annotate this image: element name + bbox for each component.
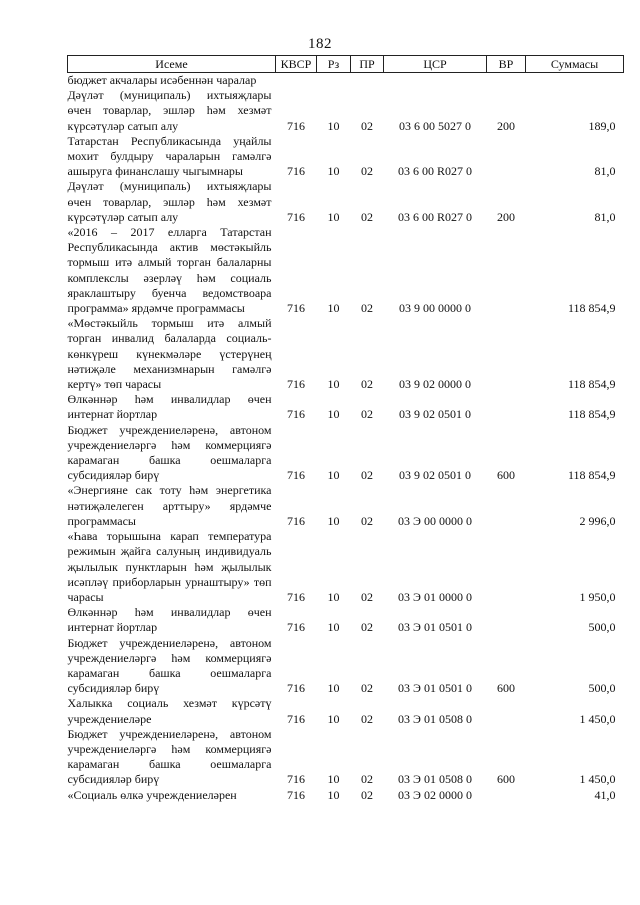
row-pr-cell <box>351 73 384 89</box>
row-name-cell: «2016 – 2017 елларга Татарстан Республикасында актив мөстәкыйль тормыш итә алмый торган балаларны комплекслы әзерләү һәм социаль яраклаштыру буенча ведомствоара программа» ярдәмче программасы <box>67 225 272 316</box>
column-header-csr: ЦСР <box>384 56 487 73</box>
table-row <box>68 423 624 484</box>
row-vr-cell: 200 <box>497 118 515 133</box>
row-csr-cell: 03 Э 01 0501 0 <box>398 620 472 635</box>
row-sum-cell: 1 450,0 <box>579 772 616 787</box>
table-row <box>68 73 624 89</box>
column-header-pr: ПР <box>351 56 384 73</box>
row-name-cell: «Энергияне сак тоту һәм энергетика нәтиҗәлелеген арттыру» ярдәмче программасы <box>67 483 272 528</box>
row-vr-cell <box>487 316 526 392</box>
row-sum-cell: 118 854,9 <box>567 377 616 392</box>
row-rz-cell: 10 <box>327 118 340 133</box>
row-pr-cell: 02 <box>361 407 373 422</box>
row-sum-cell: 118 854,9 <box>567 301 616 316</box>
row-pr-cell: 02 <box>361 468 373 483</box>
row-pr-cell: 02 <box>361 164 373 179</box>
row-vr-cell <box>487 696 526 726</box>
row-rz-cell: 10 <box>327 209 340 224</box>
row-vr-cell: 600 <box>497 772 515 787</box>
row-vr-cell <box>487 134 526 180</box>
row-csr-cell: 03 9 02 0000 0 <box>399 377 471 392</box>
row-name-cell: Дәүләт (муниципаль) ихтыяҗлары өчен товарлар, эшләр һәм хезмәт күрсәтүләр сатып алу <box>67 88 272 133</box>
column-header-kvsr: КВСР <box>276 56 317 73</box>
table-row <box>68 727 624 788</box>
row-vr-cell <box>487 605 526 635</box>
row-name-cell: Бюджет учреждениеләренә, автоном учреждениеләргә һәм коммерциягә карамаган башка оешмаларга субсидияләр бирү <box>67 422 272 483</box>
row-rz-cell: 10 <box>327 787 340 802</box>
row-kvsr-cell <box>276 73 317 89</box>
row-vr-cell: 600 <box>497 681 515 696</box>
table-body <box>68 73 624 803</box>
row-name-cell: «Һава торышына карап температура режимын җайга салуның индивидуаль җылылык пунктларын һәм җылылык исәпләү приборларын урнаштыру» төп чарасы <box>67 529 272 604</box>
row-pr-cell: 02 <box>361 301 373 316</box>
row-csr-cell: 03 Э 01 0508 0 <box>398 711 472 726</box>
row-csr-cell: 03 6 00 R027 0 <box>397 209 472 224</box>
table-row <box>68 788 624 803</box>
row-vr-cell <box>487 483 526 529</box>
row-pr-cell: 02 <box>361 589 373 604</box>
table-row <box>68 696 624 726</box>
row-rz-cell: 10 <box>327 681 340 696</box>
column-header-vr: ВР <box>487 56 526 73</box>
row-kvsr-cell: 716 <box>287 118 305 133</box>
row-kvsr-cell: 716 <box>287 787 305 802</box>
row-rz-cell: 10 <box>327 711 340 726</box>
row-rz-cell: 10 <box>327 772 340 787</box>
row-rz-cell: 10 <box>327 164 340 179</box>
row-sum-cell: 81,0 <box>594 209 616 224</box>
row-kvsr-cell: 716 <box>287 377 305 392</box>
row-sum-cell: 1 950,0 <box>579 589 616 604</box>
table-row <box>68 636 624 697</box>
row-name-cell: Өлкәннәр һәм инвалидлар өчен интернат йортлар <box>67 392 272 422</box>
row-name-cell: Дәүләт (муниципаль) ихтыяҗлары өчен товарлар, эшләр һәм хезмәт күрсәтүләр сатып алу <box>67 179 272 224</box>
row-csr-cell: 03 9 02 0501 0 <box>399 468 471 483</box>
table-row <box>68 392 624 422</box>
row-vr-cell <box>487 392 526 422</box>
row-name-cell: Татарстан Республикасында уңайлы мохит булдыру чараларын гамәлгә ашыруга финанслашу чыгымнары <box>67 133 272 179</box>
row-csr-cell: 03 9 02 0501 0 <box>399 407 471 422</box>
table-row <box>68 483 624 529</box>
table-row <box>68 316 624 392</box>
row-sum-cell: 189,0 <box>588 118 616 133</box>
row-rz-cell <box>317 73 351 89</box>
row-sum-cell: 500,0 <box>588 681 616 696</box>
table-row <box>68 179 624 225</box>
row-csr-cell: 03 Э 01 0508 0 <box>398 772 472 787</box>
row-vr-cell: 600 <box>497 468 515 483</box>
row-sum-cell: 500,0 <box>588 620 616 635</box>
row-name-cell: бюджет акчалары исәбеннән чаралар <box>67 73 257 87</box>
row-name-cell: Бюджет учреждениеләренә, автоном учреждениеләргә һәм коммерциягә карамаган башка оешмаларга субсидияләр бирү <box>67 726 272 787</box>
row-pr-cell: 02 <box>361 711 373 726</box>
row-kvsr-cell: 716 <box>287 620 305 635</box>
column-header-name: Исеме <box>68 56 276 73</box>
row-csr-cell: 03 6 00 R027 0 <box>397 164 472 179</box>
row-pr-cell: 02 <box>361 209 373 224</box>
row-csr-cell: 03 Э 01 0000 0 <box>398 589 472 604</box>
table-row <box>68 529 624 605</box>
row-kvsr-cell: 716 <box>287 589 305 604</box>
row-csr-cell: 03 Э 00 0000 0 <box>398 513 472 528</box>
column-header-sum: Суммасы <box>526 56 624 73</box>
row-pr-cell: 02 <box>361 118 373 133</box>
row-vr-cell: 200 <box>497 209 515 224</box>
row-rz-cell: 10 <box>327 407 340 422</box>
row-sum-cell: 2 996,0 <box>579 513 616 528</box>
row-pr-cell: 02 <box>361 513 373 528</box>
row-sum-cell: 118 854,9 <box>567 468 616 483</box>
row-kvsr-cell: 716 <box>287 164 305 179</box>
row-name-cell: Халыкка социаль хезмәт күрсәтү учреждениеләре <box>67 696 272 726</box>
page-number: 182 <box>308 36 332 52</box>
row-kvsr-cell: 716 <box>287 468 305 483</box>
row-vr-cell <box>487 788 526 803</box>
row-vr-cell <box>487 73 526 89</box>
row-vr-cell <box>487 529 526 605</box>
row-vr-cell <box>487 225 526 316</box>
row-rz-cell: 10 <box>327 620 340 635</box>
row-rz-cell: 10 <box>327 513 340 528</box>
row-csr-cell: 03 Э 01 0501 0 <box>398 681 472 696</box>
row-rz-cell: 10 <box>327 377 340 392</box>
row-kvsr-cell: 716 <box>287 711 305 726</box>
row-name-cell: «Мөстәкыйль тормыш итә алмый торган инвалид балаларда социаль-көнкүреш күнекмәләре үстерүнең нәтиҗәле механизмнарын гамәлгә кертү» төп чарасы <box>67 316 272 392</box>
row-sum-cell <box>526 73 624 89</box>
row-csr-cell: 03 Э 02 0000 0 <box>398 787 472 802</box>
row-csr-cell: 03 9 00 0000 0 <box>399 301 471 316</box>
row-pr-cell: 02 <box>361 377 373 392</box>
table-row <box>68 88 624 134</box>
row-kvsr-cell: 716 <box>287 681 305 696</box>
row-rz-cell: 10 <box>327 468 340 483</box>
column-header-rz: Рз <box>317 56 351 73</box>
row-csr-cell <box>384 73 487 89</box>
row-kvsr-cell: 716 <box>287 513 305 528</box>
row-name-cell: Бюджет учреждениеләренә, автоном учреждениеләргә һәм коммерциягә карамаган башка оешмаларга субсидияләр бирү <box>67 635 272 696</box>
row-pr-cell: 02 <box>361 787 373 802</box>
row-rz-cell: 10 <box>327 301 340 316</box>
row-kvsr-cell: 716 <box>287 301 305 316</box>
row-sum-cell: 81,0 <box>594 164 616 179</box>
table-row <box>68 605 624 635</box>
row-pr-cell: 02 <box>361 772 373 787</box>
table-row <box>68 225 624 316</box>
row-sum-cell: 1 450,0 <box>579 711 616 726</box>
row-pr-cell: 02 <box>361 620 373 635</box>
table-header-row <box>68 56 624 73</box>
table-row <box>68 134 624 180</box>
row-name-cell: Өлкәннәр һәм инвалидлар өчен интернат йортлар <box>67 605 272 635</box>
row-name-cell: «Социаль өлкә учреждениеләрен <box>67 787 237 802</box>
row-kvsr-cell: 716 <box>287 772 305 787</box>
row-sum-cell: 118 854,9 <box>567 407 616 422</box>
row-sum-cell: 41,0 <box>594 787 616 802</box>
budget-table <box>67 55 624 803</box>
row-rz-cell: 10 <box>327 589 340 604</box>
row-pr-cell: 02 <box>361 681 373 696</box>
row-kvsr-cell: 716 <box>287 209 305 224</box>
row-kvsr-cell: 716 <box>287 407 305 422</box>
row-csr-cell: 03 6 00 5027 0 <box>399 118 471 133</box>
